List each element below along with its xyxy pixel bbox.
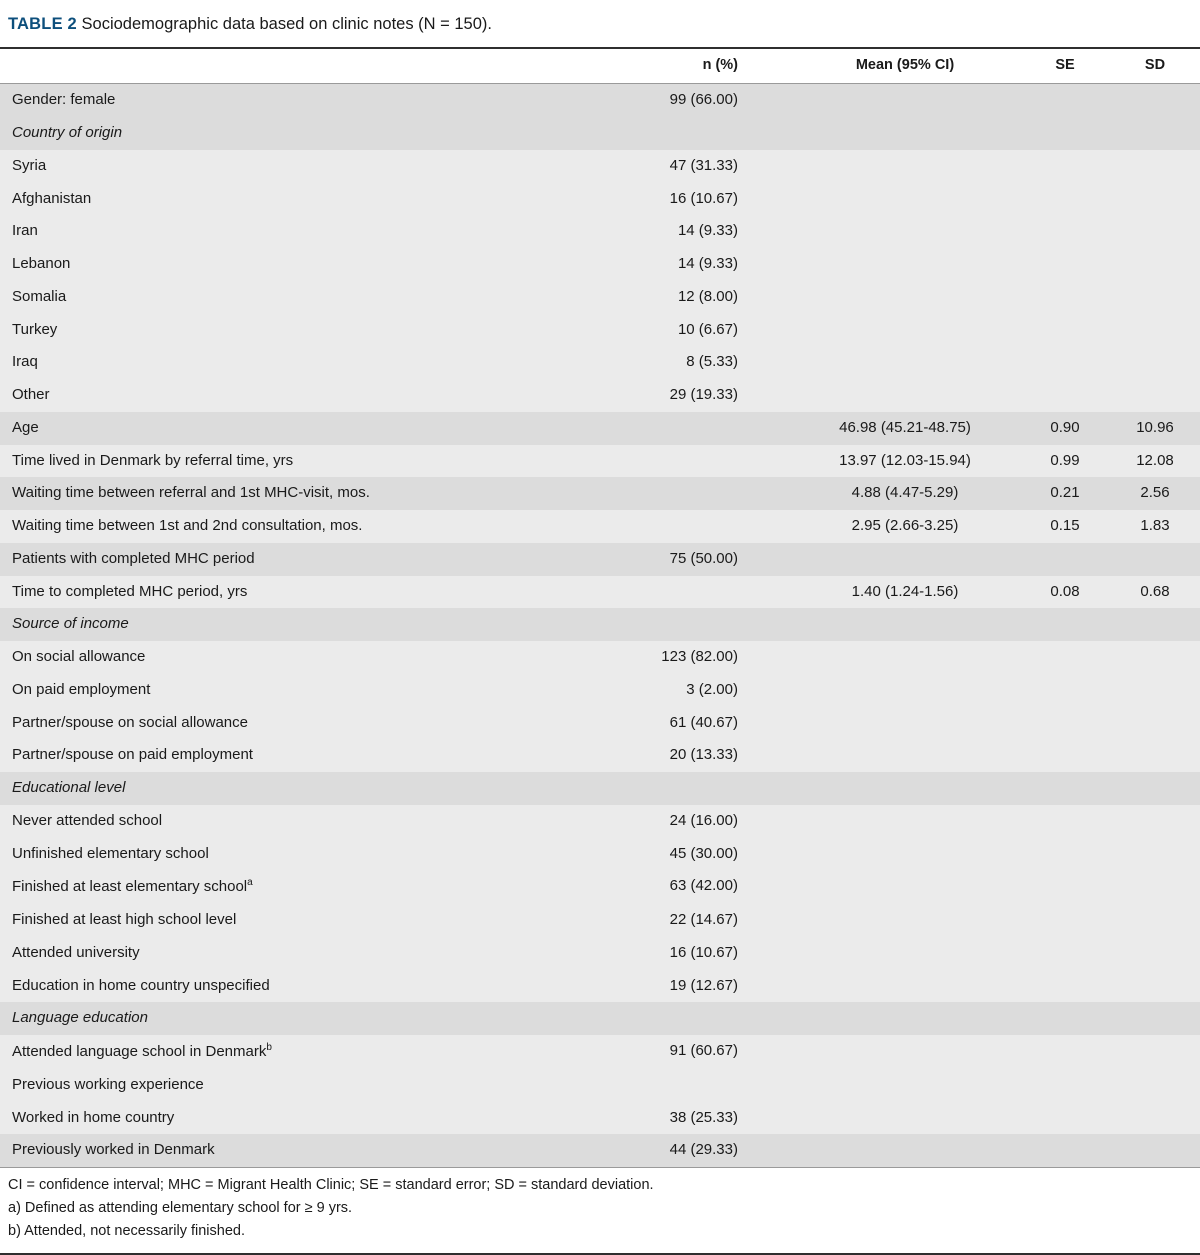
row-sd: 1.83 bbox=[1110, 510, 1200, 543]
row-mean-ci bbox=[790, 543, 1020, 576]
row-n-percent: 8 (5.33) bbox=[560, 346, 790, 379]
footnote-a: a) Defined as attending elementary school for ≥ 9 yrs. bbox=[8, 1200, 353, 1217]
row-mean-ci bbox=[790, 641, 1020, 674]
row-label: Iraq bbox=[0, 346, 560, 379]
row-mean-ci bbox=[790, 150, 1020, 183]
row-se bbox=[1020, 838, 1110, 871]
row-mean-ci bbox=[790, 248, 1020, 281]
sociodemographic-table bbox=[0, 47, 1200, 1167]
row-mean-ci bbox=[790, 772, 1020, 805]
row-se bbox=[1020, 870, 1110, 904]
row-se bbox=[1020, 1069, 1110, 1102]
row-se bbox=[1020, 1002, 1110, 1035]
row-label: Patients with completed MHC period bbox=[0, 543, 560, 576]
row-n-percent: 75 (50.00) bbox=[560, 543, 790, 576]
row-label: Finished at least high school level bbox=[0, 904, 560, 937]
row-n-percent: 14 (9.33) bbox=[560, 248, 790, 281]
row-n-percent bbox=[560, 445, 790, 478]
column-header-se: SE bbox=[1020, 48, 1110, 84]
row-mean-ci bbox=[790, 674, 1020, 707]
row-se: 0.08 bbox=[1020, 576, 1110, 609]
row-sd bbox=[1110, 379, 1200, 412]
row-mean-ci bbox=[790, 215, 1020, 248]
row-sd bbox=[1110, 215, 1200, 248]
row-label: Previous working experience bbox=[0, 1069, 560, 1102]
row-label: Time lived in Denmark by referral time, yrs bbox=[0, 445, 560, 478]
row-mean-ci bbox=[790, 937, 1020, 970]
row-n-percent: 61 (40.67) bbox=[560, 707, 790, 740]
row-label: Gender: female bbox=[0, 84, 560, 117]
row-se bbox=[1020, 183, 1110, 216]
row-sd bbox=[1110, 608, 1200, 641]
row-n-percent: 38 (25.33) bbox=[560, 1102, 790, 1135]
table-row bbox=[0, 543, 1200, 576]
row-label: Waiting time between 1st and 2nd consultation, mos. bbox=[0, 510, 560, 543]
row-se bbox=[1020, 281, 1110, 314]
row-n-percent bbox=[560, 477, 790, 510]
row-label: Afghanistan bbox=[0, 183, 560, 216]
row-sd bbox=[1110, 870, 1200, 904]
row-mean-ci bbox=[790, 84, 1020, 117]
row-sd: 10.96 bbox=[1110, 412, 1200, 445]
row-mean-ci bbox=[790, 379, 1020, 412]
row-sd: 0.68 bbox=[1110, 576, 1200, 609]
row-mean-ci: 2.95 (2.66-3.25) bbox=[790, 510, 1020, 543]
row-se: 0.90 bbox=[1020, 412, 1110, 445]
row-sd bbox=[1110, 1134, 1200, 1167]
row-se bbox=[1020, 904, 1110, 937]
row-se bbox=[1020, 1134, 1110, 1167]
row-sd bbox=[1110, 117, 1200, 150]
table-row bbox=[0, 674, 1200, 707]
row-mean-ci bbox=[790, 904, 1020, 937]
row-label: Educational level bbox=[0, 772, 560, 805]
row-mean-ci bbox=[790, 1035, 1020, 1069]
row-mean-ci bbox=[790, 314, 1020, 347]
row-label: Iran bbox=[0, 215, 560, 248]
row-mean-ci: 1.40 (1.24-1.56) bbox=[790, 576, 1020, 609]
table-row bbox=[0, 739, 1200, 772]
row-n-percent: 12 (8.00) bbox=[560, 281, 790, 314]
table-row bbox=[0, 772, 1200, 805]
table-row bbox=[0, 445, 1200, 478]
row-label: Turkey bbox=[0, 314, 560, 347]
table-row bbox=[0, 281, 1200, 314]
row-sd bbox=[1110, 739, 1200, 772]
row-mean-ci bbox=[790, 346, 1020, 379]
table-row bbox=[0, 641, 1200, 674]
table-header bbox=[0, 48, 1200, 84]
row-n-percent bbox=[560, 510, 790, 543]
row-n-percent: 20 (13.33) bbox=[560, 739, 790, 772]
row-n-percent bbox=[560, 576, 790, 609]
table-row bbox=[0, 346, 1200, 379]
row-mean-ci: 13.97 (12.03-15.94) bbox=[790, 445, 1020, 478]
row-mean-ci bbox=[790, 281, 1020, 314]
row-se bbox=[1020, 150, 1110, 183]
column-header-label bbox=[0, 48, 560, 84]
row-n-percent bbox=[560, 117, 790, 150]
row-se bbox=[1020, 674, 1110, 707]
row-se bbox=[1020, 641, 1110, 674]
table-row bbox=[0, 576, 1200, 609]
row-se bbox=[1020, 1102, 1110, 1135]
row-n-percent: 3 (2.00) bbox=[560, 674, 790, 707]
row-label: Attended university bbox=[0, 937, 560, 970]
row-n-percent: 24 (16.00) bbox=[560, 805, 790, 838]
row-sd: 2.56 bbox=[1110, 477, 1200, 510]
row-mean-ci bbox=[790, 1134, 1020, 1167]
table-row bbox=[0, 805, 1200, 838]
row-label: Unfinished elementary school bbox=[0, 838, 560, 871]
row-label: Attended language school in Denmark$^b$ bbox=[0, 1035, 560, 1069]
row-mean-ci: 46.98 (45.21-48.75) bbox=[790, 412, 1020, 445]
row-se bbox=[1020, 379, 1110, 412]
row-mean-ci bbox=[790, 1002, 1020, 1035]
table-row bbox=[0, 215, 1200, 248]
footnote-abbreviations: CI = confidence interval; MHC = Migrant Health Clinic; SE = standard error; SD = standard deviation. bbox=[8, 1177, 654, 1194]
row-n-percent bbox=[560, 772, 790, 805]
row-mean-ci bbox=[790, 970, 1020, 1003]
row-sd bbox=[1110, 904, 1200, 937]
row-se bbox=[1020, 117, 1110, 150]
row-label: On social allowance bbox=[0, 641, 560, 674]
row-n-percent bbox=[560, 1002, 790, 1035]
row-mean-ci: 4.88 (4.47-5.29) bbox=[790, 477, 1020, 510]
row-mean-ci bbox=[790, 183, 1020, 216]
table-row bbox=[0, 904, 1200, 937]
row-se bbox=[1020, 772, 1110, 805]
row-n-percent: 16 (10.67) bbox=[560, 937, 790, 970]
row-n-percent: 29 (19.33) bbox=[560, 379, 790, 412]
table-body bbox=[0, 84, 1200, 1167]
row-n-percent: 14 (9.33) bbox=[560, 215, 790, 248]
table-row bbox=[0, 84, 1200, 117]
row-n-percent bbox=[560, 608, 790, 641]
row-sd bbox=[1110, 641, 1200, 674]
table-row bbox=[0, 183, 1200, 216]
row-label: Age bbox=[0, 412, 560, 445]
row-label: Syria bbox=[0, 150, 560, 183]
table-row bbox=[0, 412, 1200, 445]
row-sd bbox=[1110, 346, 1200, 379]
row-sd bbox=[1110, 314, 1200, 347]
row-se: 0.15 bbox=[1020, 510, 1110, 543]
row-sd: 12.08 bbox=[1110, 445, 1200, 478]
row-n-percent: 44 (29.33) bbox=[560, 1134, 790, 1167]
row-se bbox=[1020, 215, 1110, 248]
row-se bbox=[1020, 314, 1110, 347]
row-label: Partner/spouse on social allowance bbox=[0, 707, 560, 740]
row-sd bbox=[1110, 838, 1200, 871]
row-sd bbox=[1110, 937, 1200, 970]
column-header-sd: SD bbox=[1110, 48, 1200, 84]
row-se: 0.99 bbox=[1020, 445, 1110, 478]
row-label: Source of income bbox=[0, 608, 560, 641]
row-sd bbox=[1110, 183, 1200, 216]
row-sd bbox=[1110, 1102, 1200, 1135]
row-se bbox=[1020, 805, 1110, 838]
table-row bbox=[0, 1134, 1200, 1167]
table-row bbox=[0, 1102, 1200, 1135]
row-label: Lebanon bbox=[0, 248, 560, 281]
row-sd bbox=[1110, 543, 1200, 576]
row-mean-ci bbox=[790, 117, 1020, 150]
row-sd bbox=[1110, 1002, 1200, 1035]
column-header-n: n (%) bbox=[560, 48, 790, 84]
row-label: Finished at least elementary school$^a$ bbox=[0, 870, 560, 904]
row-sd bbox=[1110, 674, 1200, 707]
table-row bbox=[0, 477, 1200, 510]
table-caption-text: Sociodemographic data based on clinic notes (N = 150). bbox=[81, 15, 492, 33]
row-se bbox=[1020, 248, 1110, 281]
row-n-percent bbox=[560, 412, 790, 445]
row-se bbox=[1020, 937, 1110, 970]
row-label: Country of origin bbox=[0, 117, 560, 150]
table-row bbox=[0, 379, 1200, 412]
row-mean-ci bbox=[790, 608, 1020, 641]
table-row bbox=[0, 707, 1200, 740]
table-row bbox=[0, 117, 1200, 150]
row-n-percent: 63 (42.00) bbox=[560, 870, 790, 904]
row-sd bbox=[1110, 970, 1200, 1003]
row-label: Never attended school bbox=[0, 805, 560, 838]
row-sd bbox=[1110, 1035, 1200, 1069]
row-se: 0.21 bbox=[1020, 477, 1110, 510]
row-label: Waiting time between referral and 1st MHC-visit, mos. bbox=[0, 477, 560, 510]
row-mean-ci bbox=[790, 739, 1020, 772]
row-label: Other bbox=[0, 379, 560, 412]
row-mean-ci bbox=[790, 805, 1020, 838]
row-sd bbox=[1110, 772, 1200, 805]
row-se bbox=[1020, 707, 1110, 740]
row-sd bbox=[1110, 707, 1200, 740]
row-se bbox=[1020, 970, 1110, 1003]
row-label: Previously worked in Denmark bbox=[0, 1134, 560, 1167]
footnote-b: b) Attended, not necessarily finished. bbox=[8, 1223, 245, 1240]
row-n-percent: 45 (30.00) bbox=[560, 838, 790, 871]
row-se bbox=[1020, 543, 1110, 576]
row-n-percent: 123 (82.00) bbox=[560, 641, 790, 674]
row-mean-ci bbox=[790, 838, 1020, 871]
row-n-percent: 99 (66.00) bbox=[560, 84, 790, 117]
table-row bbox=[0, 150, 1200, 183]
row-label: Language education bbox=[0, 1002, 560, 1035]
row-n-percent: 10 (6.67) bbox=[560, 314, 790, 347]
table-row bbox=[0, 248, 1200, 281]
row-n-percent: 16 (10.67) bbox=[560, 183, 790, 216]
table-row bbox=[0, 510, 1200, 543]
table-row bbox=[0, 1002, 1200, 1035]
table-row bbox=[0, 1035, 1200, 1069]
row-mean-ci bbox=[790, 870, 1020, 904]
row-n-percent: 22 (14.67) bbox=[560, 904, 790, 937]
table-row bbox=[0, 608, 1200, 641]
row-se bbox=[1020, 739, 1110, 772]
row-mean-ci bbox=[790, 707, 1020, 740]
row-n-percent: 19 (12.67) bbox=[560, 970, 790, 1003]
table-row bbox=[0, 970, 1200, 1003]
row-n-percent bbox=[560, 1069, 790, 1102]
footnote-marker: b bbox=[266, 1042, 272, 1054]
header-row bbox=[0, 48, 1200, 84]
row-sd bbox=[1110, 1069, 1200, 1102]
column-header-mean: Mean (95% CI) bbox=[790, 48, 1020, 84]
footnote-marker: a bbox=[247, 877, 253, 889]
table-row bbox=[0, 870, 1200, 904]
table-footnotes bbox=[0, 1167, 1200, 1255]
table-row bbox=[0, 1069, 1200, 1102]
table-row bbox=[0, 314, 1200, 347]
row-sd bbox=[1110, 805, 1200, 838]
table-number: TABLE 2 bbox=[8, 15, 77, 33]
row-label: Worked in home country bbox=[0, 1102, 560, 1135]
row-se bbox=[1020, 608, 1110, 641]
row-mean-ci bbox=[790, 1069, 1020, 1102]
table-row bbox=[0, 838, 1200, 871]
row-se bbox=[1020, 84, 1110, 117]
row-sd bbox=[1110, 84, 1200, 117]
row-sd bbox=[1110, 150, 1200, 183]
row-sd bbox=[1110, 248, 1200, 281]
table-caption bbox=[0, 0, 1200, 47]
row-se bbox=[1020, 1035, 1110, 1069]
table-row bbox=[0, 937, 1200, 970]
row-label: Time to completed MHC period, yrs bbox=[0, 576, 560, 609]
row-n-percent: 47 (31.33) bbox=[560, 150, 790, 183]
row-label: Partner/spouse on paid employment bbox=[0, 739, 560, 772]
row-sd bbox=[1110, 281, 1200, 314]
row-mean-ci bbox=[790, 1102, 1020, 1135]
row-se bbox=[1020, 346, 1110, 379]
row-label: Somalia bbox=[0, 281, 560, 314]
row-label: Education in home country unspecified bbox=[0, 970, 560, 1003]
row-label: On paid employment bbox=[0, 674, 560, 707]
row-n-percent: 91 (60.67) bbox=[560, 1035, 790, 1069]
